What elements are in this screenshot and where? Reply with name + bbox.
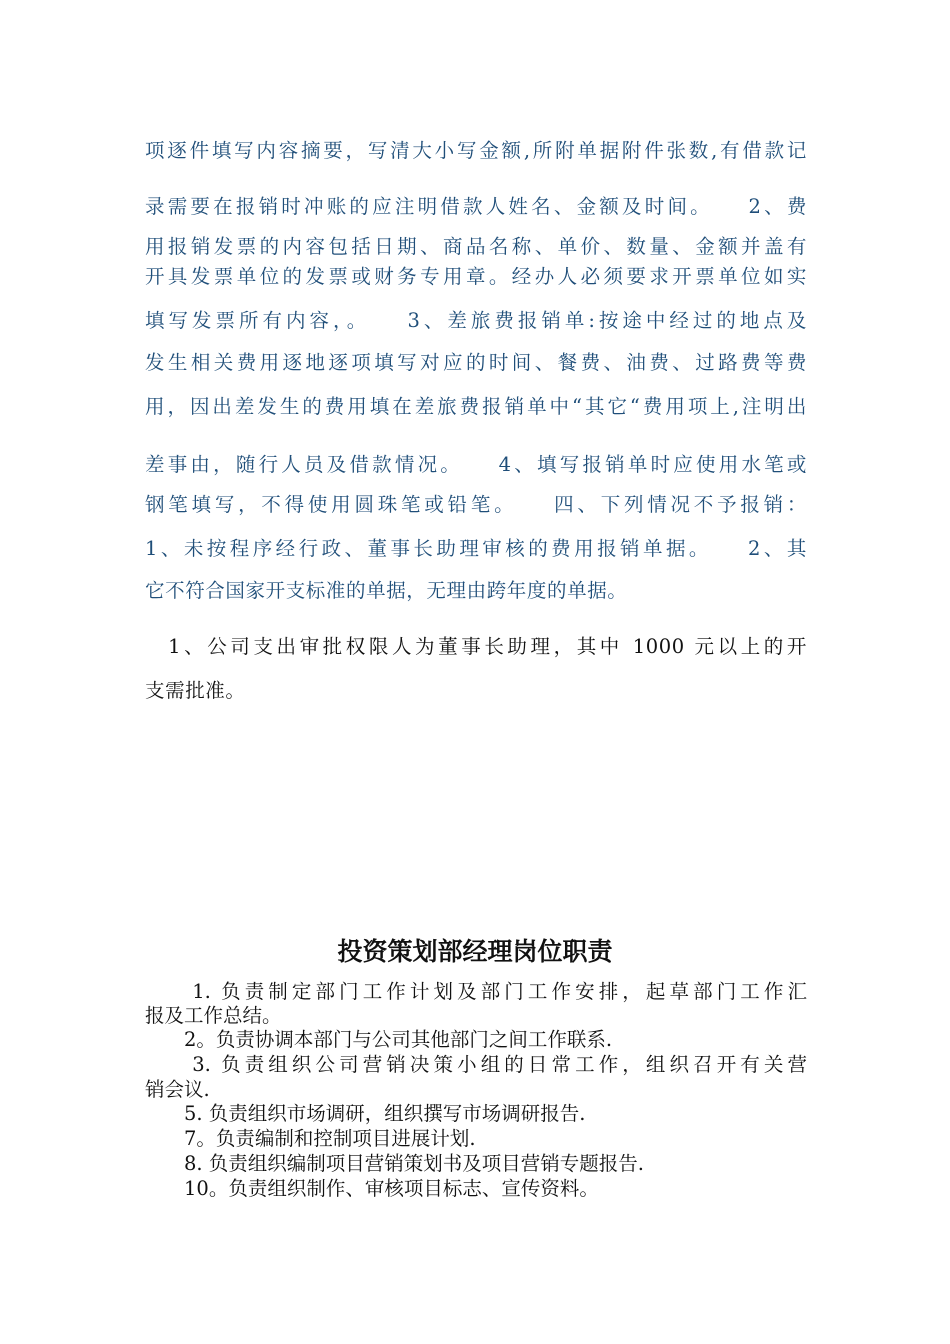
section-title: 投资策划部经理岗位职责: [337, 937, 613, 966]
duty-line: 1. 负责制定部门工作计划及部门工作安排，起草部门工作汇: [145, 980, 807, 1003]
reimbursement-line: 项逐件填写内容摘要，写清大小写金额,所附单据附件张数,有借款记: [145, 139, 807, 162]
duty-line: 10。负责组织制作、审核项目标志、宣传资料。: [145, 1177, 599, 1200]
reimbursement-line: 开具发票单位的发票或财务专用章。经办人必须要求开票单位如实: [145, 265, 807, 288]
approval-line: 1、公司支出审批权限人为董事长助理，其中 1000 元以上的开: [145, 635, 807, 658]
reimbursement-line: 1、未按程序经行政、董事长助理审核的费用报销单据。 2、其: [145, 537, 807, 560]
reimbursement-line: 用，因出差发生的费用填在差旅费报销单中“其它“费用项上,注明出: [145, 395, 807, 418]
reimbursement-line: 钢笔填写，不得使用圆珠笔或铅笔。 四、下列情况不予报销：: [145, 493, 807, 516]
duty-line: 3. 负责组织公司营销决策小组的日常工作，组织召开有关营: [145, 1053, 807, 1076]
approval-line: 支需批准。: [145, 679, 246, 702]
duty-line: 5. 负责组织市场调研，组织撰写市场调研报告.: [145, 1102, 586, 1125]
duty-line: 7。负责编制和控制项目进展计划.: [145, 1127, 476, 1150]
reimbursement-line: 录需要在报销时冲账的应注明借款人姓名、金额及时间。 2、费: [145, 195, 807, 218]
duty-line: 8. 负责组织编制项目营销策划书及项目营销专题报告.: [145, 1152, 645, 1175]
duty-line: 销会议.: [145, 1078, 210, 1101]
duty-line: 2。负责协调本部门与公司其他部门之间工作联系.: [145, 1028, 613, 1051]
reimbursement-line: 差事由，随行人员及借款情况。 4、填写报销单时应使用水笔或: [145, 453, 807, 476]
reimbursement-line: 用报销发票的内容包括日期、商品名称、单价、数量、金额并盖有: [145, 235, 807, 258]
reimbursement-line: 发生相关费用逐地逐项填写对应的时间、餐费、油费、过路费等费: [145, 351, 807, 374]
duty-line: 报及工作总结。: [145, 1004, 282, 1027]
reimbursement-line: 它不符合国家开支标准的单据，无理由跨年度的单据。: [145, 579, 628, 602]
reimbursement-line: 填写发票所有内容，。 3、差旅费报销单:按途中经过的地点及: [145, 309, 807, 332]
